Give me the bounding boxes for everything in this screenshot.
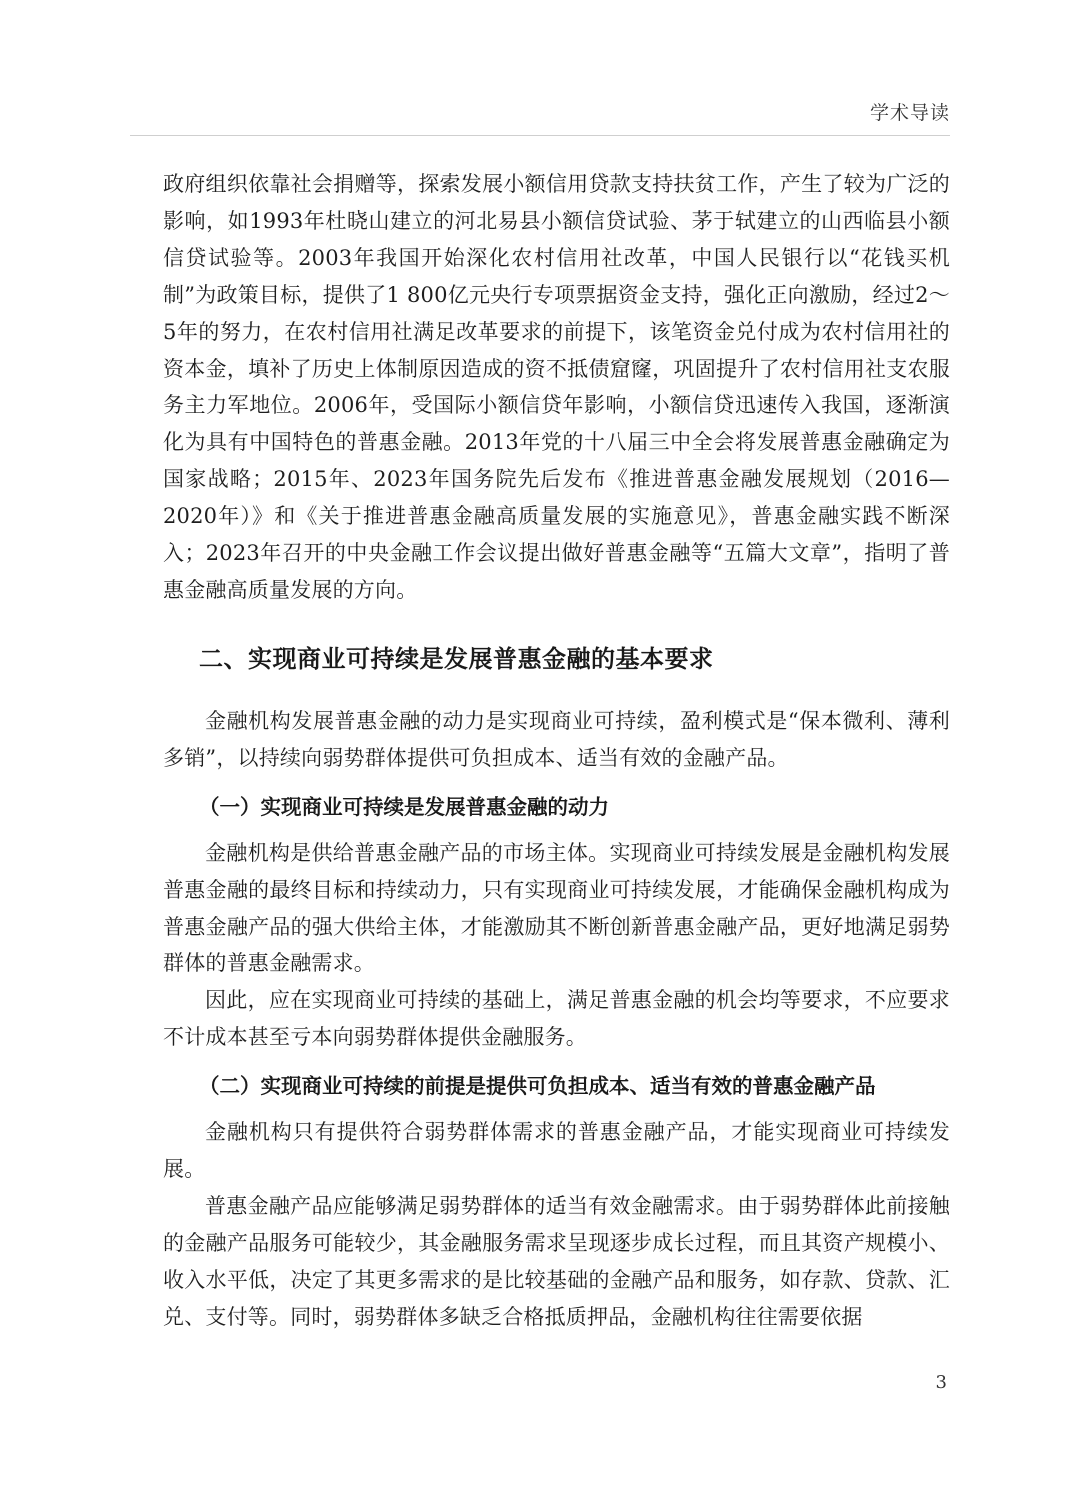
page-number: 3 — [935, 1372, 947, 1393]
sub-heading-1: （一）实现商业可持续是发展普惠金融的动力 — [199, 794, 609, 819]
section-intro-paragraph: 金融机构发展普惠金融的动力是实现商业可持续，盈利模式是“保本微利、薄利多销”，以持续向弱势群体提供可负担成本、适当有效的金融产品。 — [163, 708, 950, 770]
paragraph-continued: 政府组织依靠社会捐赠等，探索发展小额信用贷款支持扶贫工作，产生了较为广泛的影响，如1993年杜晓山建立的河北易县小额信贷试验、茅于轼建立的山西临县小额信贷试验等。2003年我国开始深化农村信用社改革，中国人民银行以“花钱买机制”为政策目标，提供了1 800亿元央行专项票据资金支持，强化正向激励，经过2～5年的努力，在农村信用社满足改革要求的前提下，该笔资金兑付成为农村信用社的资本金，填补了历史上体制原因造成的资不抵债窟窿，巩固提升了农村信用社支农服务主力军地位。2006年，受国际小额信贷年影响，小额信贷迅速传入我国，逐渐演化为具有中国特色的普惠金融。2013年党的十八届三中全会将发展普惠金融确定为国家战略；2015年、2023年国务院先后发布《推进普惠金融发展规划（2016—2020年）》和《关于推进普惠金融高质量发展的实施意见》，普惠金融实践不断深入；2023年召开的中央金融工作会议提出做好普惠金融等“五篇大文章”，指明了普惠金融高质量发展的方向。 — [163, 172, 950, 602]
paragraph: 因此，应在实现商业可持续的基础上，满足普惠金融的机会均等要求，不应要求不计成本甚至亏本向弱势群体提供金融服务。 — [163, 988, 950, 1050]
sub-heading-2: （二）实现商业可持续的前提是提供可负担成本、适当有效的普惠金融产品 — [199, 1074, 876, 1099]
paragraph: 金融机构是供给普惠金融产品的市场主体。实现商业可持续发展是金融机构发展普惠金融的最终目标和持续动力，只有实现商业可持续发展，才能确保金融机构成为普惠金融产品的强大供给主体，才能激励其不断创新普惠金融产品，更好地满足弱势群体的普惠金融需求。 — [163, 840, 950, 976]
running-header: 学术导读 — [869, 102, 950, 124]
paragraph: 金融机构只有提供符合弱势群体需求的普惠金融产品，才能实现商业可持续发展。 — [163, 1120, 950, 1182]
header-rule — [130, 135, 950, 136]
section-heading: 二、实现商业可持续是发展普惠金融的基本要求 — [199, 644, 714, 673]
page-body — [163, 166, 950, 1336]
paragraph: 普惠金融产品应能够满足弱势群体的适当有效金融需求。由于弱势群体此前接触的金融产品服务可能较少，其金融服务需求呈现逐步成长过程，而且其资产规模小、收入水平低，决定了其更多需求的是比较基础的金融产品和服务，如存款、贷款、汇兑、支付等。同时，弱势群体多缺乏合格抵质押品，金融机构往往需要依据 — [163, 1193, 950, 1329]
